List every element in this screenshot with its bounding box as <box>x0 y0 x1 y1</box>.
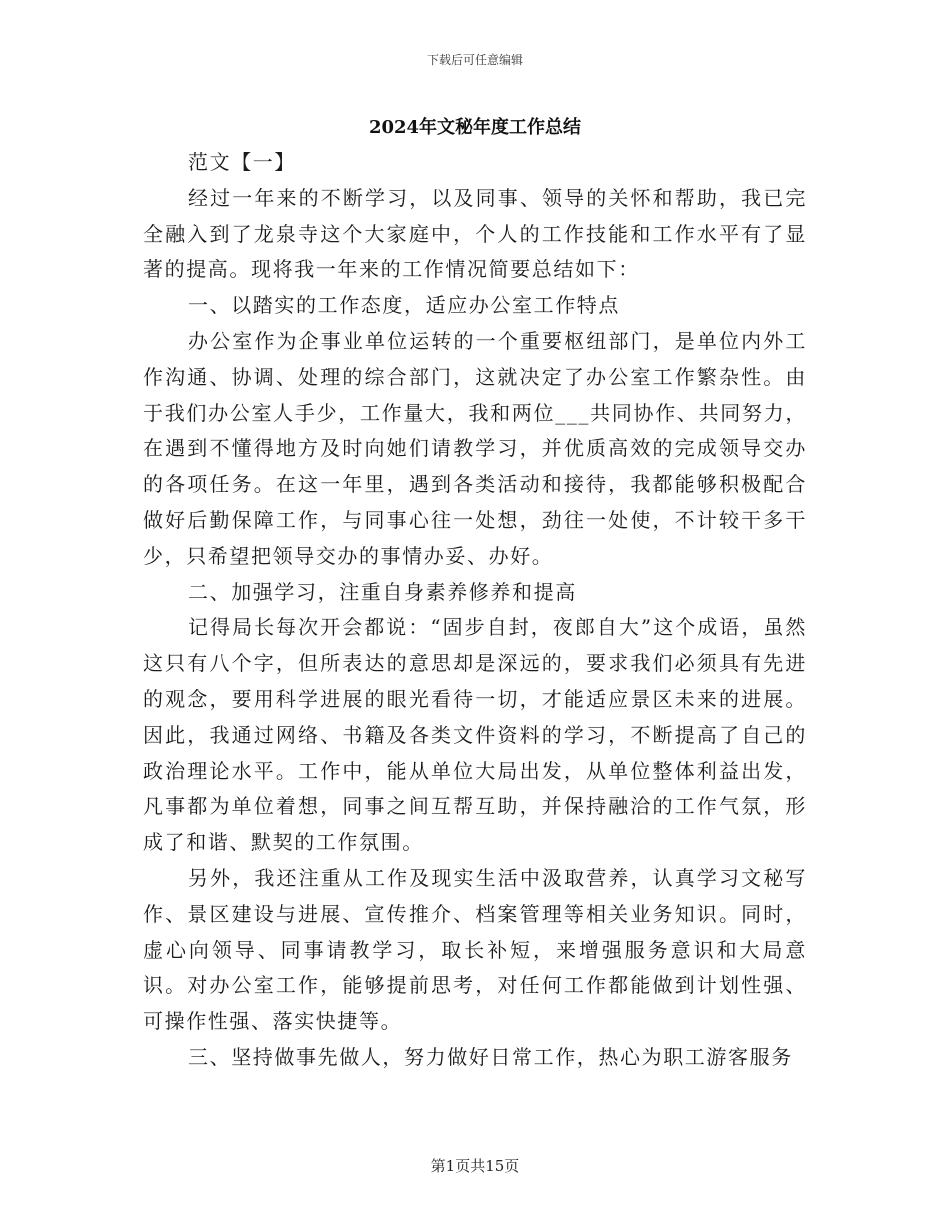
body-paragraph: 另外，我还注重从工作及现实生活中汲取营养，认真学习文秘写作、景区建设与进展、宣传推介、档案管理等相关业务知识。同时，虚心向领导、同事请教学习，取长补短，来增强服务意识和大局意识。对办公室工作，能够提前思考，对任何工作都能做到计划性强、可操作性强、落实快捷等。 <box>143 865 807 1034</box>
section-heading-2: 二、加强学习，注重自身素养修养和提高 <box>188 579 577 604</box>
page-header-note: 下载后可任意编辑 <box>426 53 523 67</box>
document-body <box>143 145 807 1076</box>
body-paragraph: 经过一年来的不断学习，以及同事、领导的关怀和帮助，我已完全融入到了龙泉寺这个大家庭中，个人的工作技能和工作水平有了显著的提高。现将我一年来的工作情况简要总结如下： <box>143 185 807 282</box>
body-paragraph: 记得局长每次开会都说：“固步自封，夜郎自大”这个成语，虽然这只有八个字，但所表达的意思却是深远的，要求我们必须具有先进的观念，要用科学进展的眼光看待一切，才能适应景区未来的进展。因此，我通过网络、书籍及各类文件资料的学习，不断提高了自己的政治理论水平。工作中，能从单位大局出发，从单位整体利益出发，凡事都为单位着想，同事之间互帮互助，并保持融洽的工作气氛，形成了和谐、默契的工作氛围。 <box>143 615 807 855</box>
section-heading-1: 一、以踏实的工作态度，适应办公室工作特点 <box>188 293 620 318</box>
document-title: 2024年文秘年度工作总结 <box>368 117 582 138</box>
section-label-fanwen: 范文【一】 <box>188 150 296 174</box>
section-heading-3: 三、坚持做事先做人，努力做好日常工作，热心为职工游客服务 <box>188 1044 793 1069</box>
page-number: 第1页共15页 <box>430 1157 520 1175</box>
body-paragraph: 办公室作为企事业单位运转的一个重要枢纽部门，是单位内外工作沟通、协调、处理的综合部门，这就决定了办公室工作繁杂性。由于我们办公室人手少，工作量大，我和两位___共同协作、共同努力，在遇到不懂得地方及时向她们请教学习，并优质高效的完成领导交办的各项任务。在这一年里，遇到各类活动和接待，我都能够积极配合做好后勤保障工作，与同事心往一处想，劲往一处使，不计较干多干少，只希望把领导交办的事情办妥、办好。 <box>143 328 807 568</box>
